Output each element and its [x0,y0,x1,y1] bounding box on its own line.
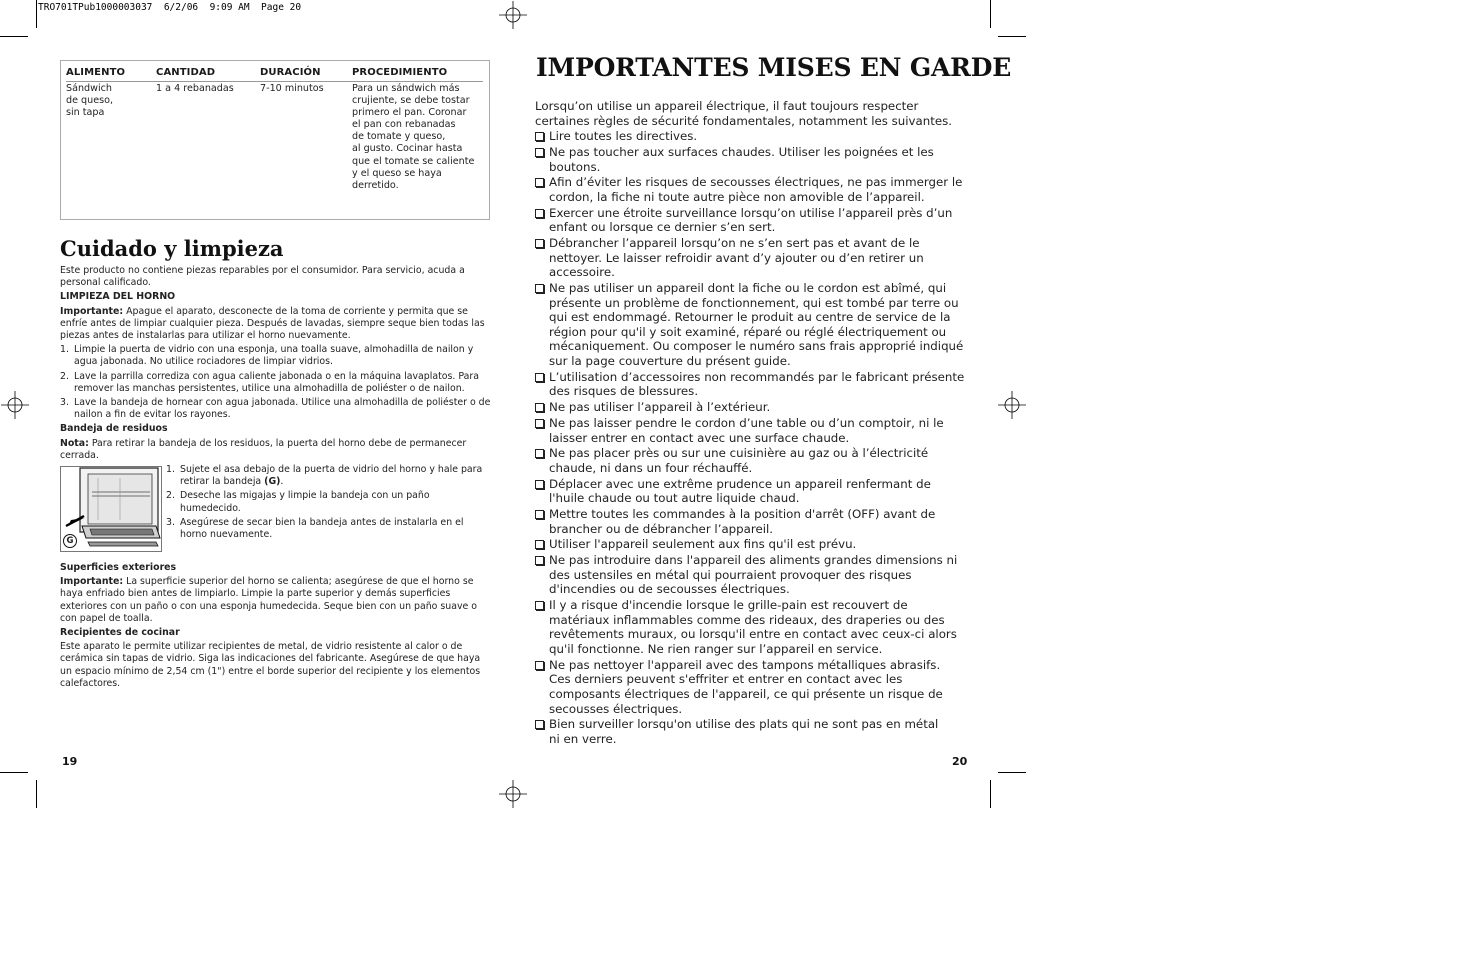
printer-slug: TRO701TPub1000003037 6/2/06 9:09 AM Page 20 [38,2,302,13]
page-number-right: 20 [952,755,968,768]
step-number: 1. [60,344,69,356]
list-item: Ne pas toucher aux surfaces chaudes. Utiliser les poignées et les boutons. [535,145,969,174]
step-number: 2. [166,490,175,502]
registration-mark-icon [499,1,527,29]
importante2-text: La superficie superior del horno se calienta; asegúrese de que el horno se haya enfriado bien antes de limpiarlo. Limpie la parte superior y demás superficies exteriores con un paño o con una esponja humedecida. Seque bien con un paño suave o con papel de toalla. [60,576,477,624]
figure-label: G [66,536,74,547]
crop-mark [0,772,28,773]
recipientes-heading: Recipientes de cocinar [60,627,180,639]
column-header-duracion: DURACIÓN [260,67,321,78]
importante2-paragraph [60,576,492,625]
importante2-label: Importante: [60,576,124,588]
list-item [166,490,492,514]
crumb-tray-figure-row [60,464,492,558]
registration-mark-icon [499,780,527,808]
step-text-bold: (G) [264,476,281,488]
list-item: Lire toutes les directives. [535,129,969,144]
list-item: Mettre toutes les commandes à la position d'arrêt (OFF) avant de brancher ou de débrancher l’appareil. [535,507,969,536]
step-text: Lave la parrilla corrediza con agua caliente jabonada o en la máquina lavaplatos. Para remover las manchas persistentes, utilice una almohadilla de poliéster o de nailon. [74,370,479,394]
list-item: Ne pas laisser pendre le cordon d’une table ou d’un comptoir, ni le laisser entrer en contact avec une surface chaude. [535,416,969,445]
step-text-end: . [280,476,284,488]
step-text: Sujete el asa debajo de la puerta de vidrio del horno y hale para retirar la bandeja [180,464,483,488]
list-item: Ne pas nettoyer l'appareil avec des tampons métalliques abrasifs. Ces derniers peuvent s'effriter et entrer en contact avec les composants électriques de l'appareil, ce qui présente un risque de secousses électriques. [535,658,969,716]
step-text: Lave la bandeja de hornear con agua jabonada. Utilice una almohadilla de poliéster o de nailon a fin de evitar los rayones. [74,397,491,421]
table-cell-procedimiento: Para un sándwich más crujiente, se debe tostar primero el pan. Coronar el pan con rebanadas de tomate y queso, al gusto. Cocinar hasta que el tomate se caliente y el queso se haya derretido. [352,83,475,191]
list-item: Afin d’éviter les risques de secousses électriques, ne pas immerger le cordon, la fiche ni toute autre pièce non amovible de l’appareil. [535,175,969,204]
nota-text: Para retirar la bandeja de los residuos, la puerta del horno debe de permanecer cerrada. [60,437,467,461]
step-text: Limpie la puerta de vidrio con una esponja, una toalla suave, almohadilla de nailon y agua jabonada. No utilice rociadores de limpiar vidrios. [74,344,474,368]
figure-badge-g [63,534,77,548]
step-text: Asegúrese de secar bien la bandeja antes de instalarla en el horno nuevamente. [180,516,464,541]
table-cell-alimento: Sándwich de queso, sin tapa [66,83,114,119]
list-item: Utiliser l'appareil seulement aux fins qu'il est prévu. [535,537,969,552]
table-cell-duracion: 7-10 minutos [260,83,324,94]
intro-paragraph: Este producto no contiene piezas reparables por el consumidor. Para servicio, acuda a personal calificado. [60,265,465,289]
list-item: Ne pas utiliser l’appareil à l’extérieur. [535,400,969,415]
crop-mark [990,0,991,28]
importante-paragraph [60,306,492,343]
list-item: Ne pas utiliser un appareil dont la fiche ou le cordon est abîmé, qui présente un problème de fonctionnement, qui est tombé par terre ou qui est endommagé. Retourner le produit au centre de service de la région pour qu'il y soit examiné, réparé ou réglé électriquement ou mécaniquement. Ou composer le numéro sans frais approprié indiqué sur la page couverture du présent guide. [535,281,969,369]
section-title-cuidado: Cuidado y limpieza [60,236,284,261]
step-number: 2. [60,370,69,382]
list-item [166,464,492,488]
list-item: Déplacer avec une extrême prudence un appareil renfermant de l'huile chaude ou tout autre liquide chaud. [535,477,969,506]
crop-mark [36,0,37,28]
column-header-cantidad: CANTIDAD [156,67,216,78]
crop-mark [998,772,1026,773]
crop-mark [990,780,991,808]
page-number-left: 19 [62,755,78,768]
registration-mark-icon [998,391,1026,419]
list-item [60,344,492,368]
recipientes-paragraph: Este aparato le permite utilizar recipientes de metal, de vidrio resistente al calor o de cerámica sin tapas de vidrio. Siga las indicaciones del fabricante. Asegúrese de que haya un espacio mínimo de 2,54 cm (1") entre el borde superior del recipiente y los elementos calefactores. [60,641,481,689]
nota-label: Nota: [60,437,89,449]
step-text: Deseche las migajas y limpie la bandeja con un paño humedecido. [180,490,430,514]
registration-mark-icon [1,391,29,419]
list-item: Exercer une étroite surveillance lorsqu’on utilise l’appareil près d’un enfant ou lorsque ce dernier s’en sert. [535,206,969,235]
column-header-procedimiento: PROCEDIMIENTO [352,67,448,78]
superficies-heading: Superficies exteriores [60,562,177,574]
table-cell-cantidad: 1 a 4 rebanadas [156,83,234,94]
list-item [166,517,492,541]
bandeja-heading: Bandeja de residuos [60,423,168,435]
crop-mark [998,36,1026,37]
list-item: Il y a risque d'incendie lorsque le grille-pain est recouvert de matériaux inflammables comme des rideaux, des draperies ou des revêtements muraux, ou lorsqu'il entre en contact avec ceux-ci alors qu'il fonctionne. Ne rien ranger sur l’appareil en service. [535,598,969,656]
intro-paragraph: Lorsqu’on utilise un appareil électrique, il faut toujours respecter certaines règles de sécurité fondamentales, notamment les suivantes. [535,99,953,128]
nota-paragraph [60,438,492,462]
crop-mark [0,36,28,37]
list-item: Débrancher l’appareil lorsqu’on ne s’en sert pas et avant de le nettoyer. Le laisser refroidir avant d’y ajouter ou d’en retirer un accessoire. [535,236,969,280]
safety-checklist [535,129,969,746]
list-item [60,397,492,421]
cleaning-instructions [60,265,492,692]
cooking-table [60,60,490,220]
section-title-mises-en-garde: IMPORTANTES MISES EN GARDE [536,53,1012,82]
list-item: Bien surveiller lorsqu'on utilise des plats qui ne sont pas en métal ni en verre. [535,717,969,746]
importante-text: Apague el aparato, desconecte de la toma de corriente y permita que se enfríe antes de limpiar cualquier pieza. Después de lavadas, siempre seque bien todas las piezas antes de instalarlas para utilizar el horno nuevamente. [60,305,485,342]
importante-label: Importante: [60,305,124,317]
cleaning-steps [60,344,492,421]
list-item: Ne pas placer près ou sur une cuisinière au gaz ou à l’électricité chaude, ni dans un four réchauffé. [535,446,969,475]
table-header-row [66,67,483,82]
crop-mark [36,780,37,808]
safety-instructions [535,99,969,748]
step-number: 3. [60,397,69,409]
step-number: 3. [166,516,175,528]
bandeja-steps [166,464,492,543]
list-item [60,371,492,395]
list-item: Ne pas introduire dans l'appareil des aliments grandes dimensions ni des ustensiles en métal qui pourraient provoquer des risques d'incendies ou de secousses électriques. [535,553,969,597]
list-item: L’utilisation d’accessoires non recommandés par le fabricant présente des risques de blessures. [535,370,969,399]
step-number: 1. [166,464,175,476]
column-header-alimento: ALIMENTO [66,67,126,78]
limpieza-heading: LIMPIEZA DEL HORNO [60,291,176,303]
